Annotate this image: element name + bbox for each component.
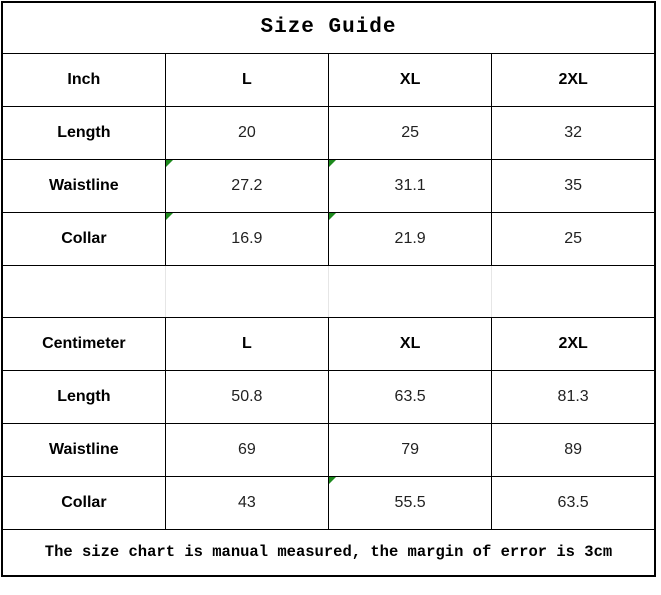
- cm-collar-row: [2, 476, 655, 529]
- spacer-row: [2, 265, 655, 317]
- row-label: Waistline: [2, 159, 165, 212]
- size-value: 31.1: [394, 176, 426, 194]
- size-value: 81.3: [557, 387, 589, 405]
- size-value-cell: [165, 476, 328, 529]
- size-value-cell: [492, 159, 655, 212]
- size-value-cell: [329, 159, 492, 212]
- size-value-cell: [165, 423, 328, 476]
- size-value: 50.8: [231, 387, 263, 405]
- footer-row: [2, 529, 655, 576]
- size-value: 16.9: [231, 229, 263, 247]
- size-value: 43: [237, 493, 256, 511]
- row-label: Length: [2, 370, 165, 423]
- size-value: 25: [564, 229, 583, 247]
- size-value-cell: [492, 212, 655, 265]
- size-value-cell: [329, 212, 492, 265]
- row-label: Waistline: [2, 423, 165, 476]
- size-value-cell: [329, 476, 492, 529]
- spacer-cell: [2, 265, 165, 317]
- corner-mark-icon: [329, 213, 336, 220]
- size-value: 32: [564, 123, 583, 141]
- size-value: 25: [401, 123, 420, 141]
- inch-length-row: [2, 106, 655, 159]
- corner-mark-icon: [329, 477, 336, 484]
- size-value-cell: [329, 423, 492, 476]
- size-value-cell: [329, 370, 492, 423]
- inch-unit-header: Inch: [2, 53, 165, 106]
- size-value: 69: [237, 440, 256, 458]
- title-row: [2, 2, 655, 53]
- size-value-cell: [165, 370, 328, 423]
- cm-length-row: [2, 370, 655, 423]
- corner-mark-icon: [166, 213, 173, 220]
- cm-header-row: [2, 317, 655, 370]
- cm-size-header-l: L: [165, 317, 328, 370]
- size-value: 27.2: [231, 176, 263, 194]
- page-title: Size Guide: [2, 2, 655, 53]
- row-label: Collar: [2, 476, 165, 529]
- size-value-cell: [492, 423, 655, 476]
- cm-size-header-xl: XL: [329, 317, 492, 370]
- size-value-cell: [492, 476, 655, 529]
- size-value-cell: [165, 159, 328, 212]
- corner-mark-icon: [166, 160, 173, 167]
- row-label: Collar: [2, 212, 165, 265]
- inch-size-header-2xl: 2XL: [492, 53, 655, 106]
- size-value-cell: [329, 106, 492, 159]
- spacer-cell: [165, 265, 328, 317]
- spacer-cell: [492, 265, 655, 317]
- row-label: Length: [2, 106, 165, 159]
- size-guide-table: [1, 1, 656, 577]
- inch-header-row: [2, 53, 655, 106]
- size-value: 55.5: [394, 493, 426, 511]
- cm-waistline-row: [2, 423, 655, 476]
- size-value: 35: [564, 176, 583, 194]
- size-value: 63.5: [394, 387, 426, 405]
- corner-mark-icon: [329, 160, 336, 167]
- size-value-cell: [492, 106, 655, 159]
- inch-waistline-row: [2, 159, 655, 212]
- size-value: 21.9: [394, 229, 426, 247]
- size-value: 20: [237, 123, 256, 141]
- size-value: 63.5: [557, 493, 589, 511]
- inch-size-header-l: L: [165, 53, 328, 106]
- footer-note: The size chart is manual measured, the margin of error is 3cm: [2, 529, 655, 576]
- spacer-cell: [329, 265, 492, 317]
- size-value: 89: [564, 440, 583, 458]
- inch-collar-row: [2, 212, 655, 265]
- inch-size-header-xl: XL: [329, 53, 492, 106]
- cm-unit-header: Centimeter: [2, 317, 165, 370]
- size-value-cell: [165, 212, 328, 265]
- size-value-cell: [492, 370, 655, 423]
- size-value-cell: [165, 106, 328, 159]
- cm-size-header-2xl: 2XL: [492, 317, 655, 370]
- size-value: 79: [401, 440, 420, 458]
